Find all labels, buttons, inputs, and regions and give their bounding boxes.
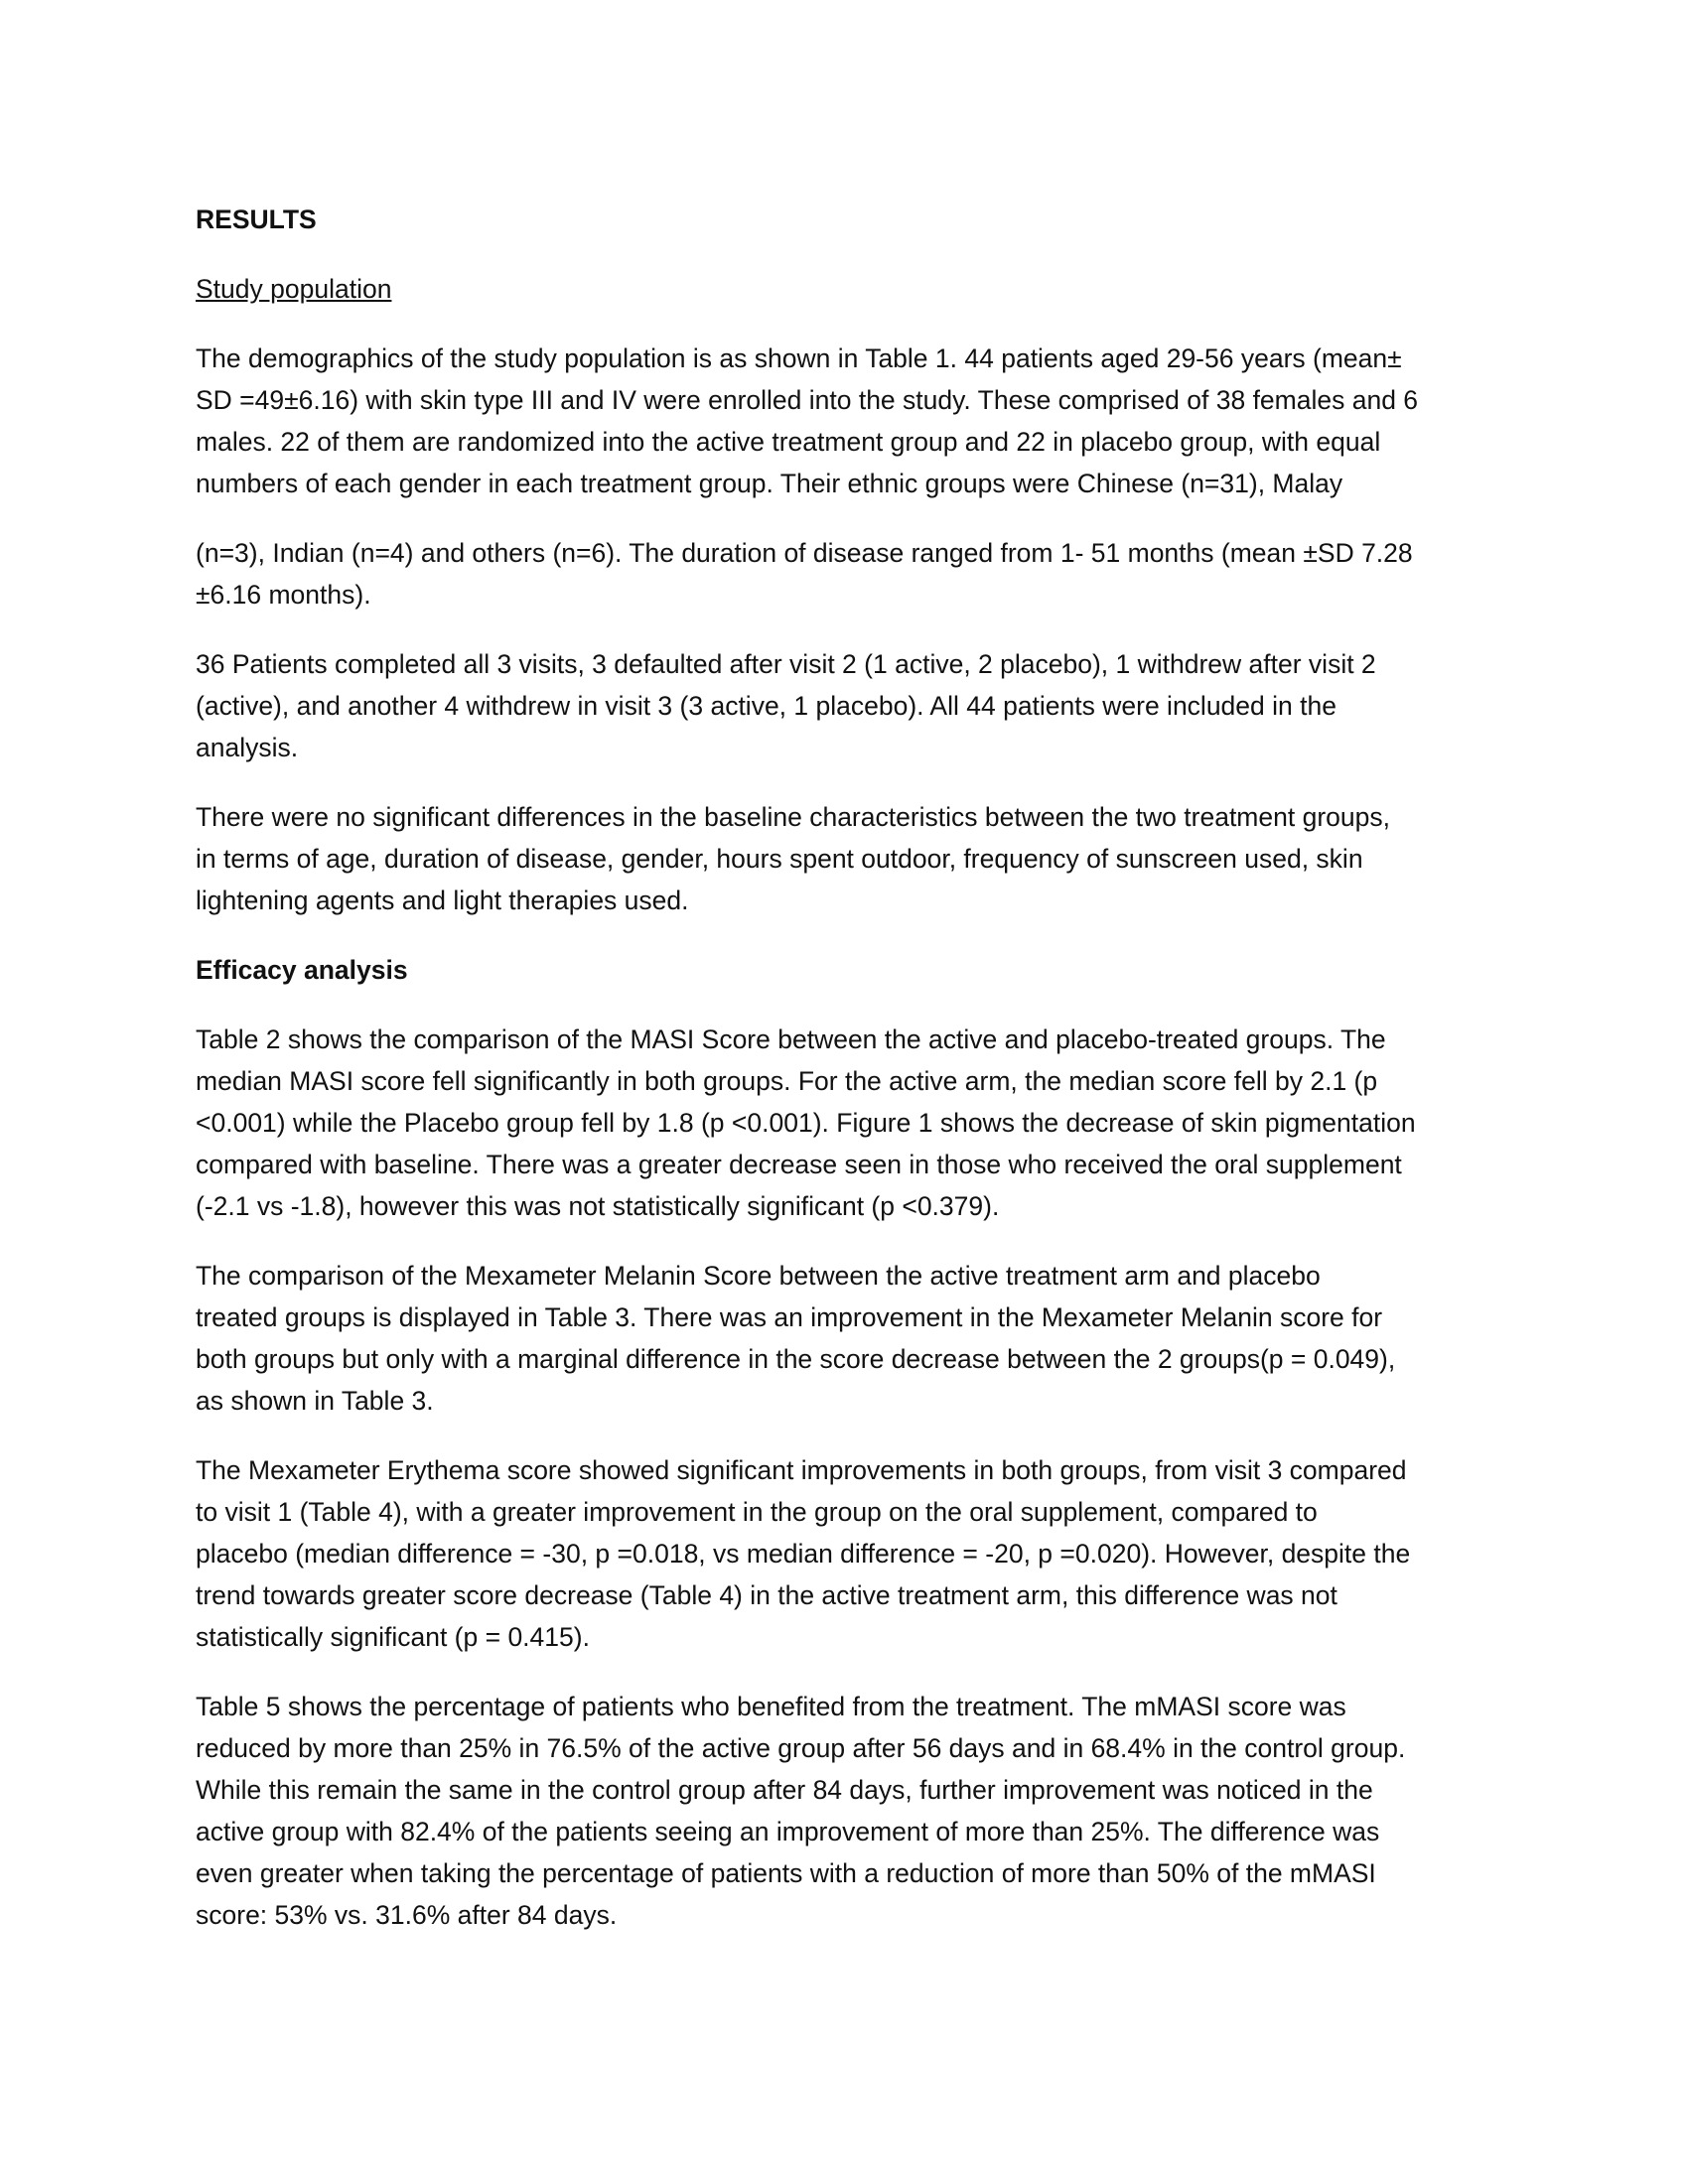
document-page (196, 199, 1496, 1964)
text-line: score: 53% vs. 31.6% after 84 days. (196, 1900, 618, 1930)
paragraph-benefit (196, 1686, 1496, 1936)
text-line: <0.001) while the Placebo group fell by 1.8 (p <0.001). Figure 1 shows the decrease of skin pigmentation (196, 1108, 1416, 1138)
text-line: (active), and another 4 withdrew in visit 3 (3 active, 1 placebo). All 44 patients were included in the (196, 691, 1336, 721)
text-line: in terms of age, duration of disease, gender, hours spent outdoor, frequency of sunscreen used, skin (196, 844, 1363, 874)
text-line: statistically significant (p = 0.415). (196, 1622, 590, 1652)
text-line: lightening agents and light therapies used. (196, 886, 689, 915)
paragraph-completion (196, 643, 1496, 768)
text-line: SD =49±6.16) with skin type III and IV were enrolled into the study. These comprised of 38 females and 6 (196, 385, 1419, 415)
text-line: trend towards greater score decrease (Table 4) in the active treatment arm, this difference was not (196, 1580, 1337, 1610)
text-line: There were no significant differences in the baseline characteristics between the two treatment groups, (196, 802, 1390, 832)
paragraph-baseline (196, 796, 1496, 921)
text-line: placebo (median difference = -30, p =0.018, vs median difference = -20, p =0.020). However, despite the (196, 1539, 1411, 1569)
paragraph-melanin (196, 1255, 1496, 1422)
text-line: compared with baseline. There was a greater decrease seen in those who received the oral supplement (196, 1150, 1402, 1179)
text-line: The demographics of the study population is as shown in Table 1. 44 patients aged 29-56 years (mean± (196, 343, 1402, 373)
text-line: (n=3), Indian (n=4) and others (n=6). The duration of disease ranged from 1- 51 months (mean ±SD 7.28 (196, 538, 1413, 568)
text-line: Table 5 shows the percentage of patients who benefited from the treatment. The mMASI score was (196, 1692, 1346, 1721)
text-line: median MASI score fell significantly in both groups. For the active arm, the median score fell by 2.1 (p (196, 1066, 1378, 1096)
text-line: numbers of each gender in each treatment group. Their ethnic groups were Chinese (n=31), Malay (196, 469, 1343, 498)
text-line: both groups but only with a marginal difference in the score decrease between the 2 groups(p = 0.049), (196, 1344, 1396, 1374)
paragraph-erythema (196, 1449, 1496, 1658)
text-line: reduced by more than 25% in 76.5% of the active group after 56 days and in 68.4% in the control group. (196, 1733, 1406, 1763)
text-line: Table 2 shows the comparison of the MASI Score between the active and placebo-treated groups. The (196, 1024, 1386, 1054)
section-title: RESULTS (196, 205, 317, 234)
text-line: While this remain the same in the control group after 84 days, further improvement was noticed in the (196, 1775, 1373, 1805)
text-line: males. 22 of them are randomized into the active treatment group and 22 in placebo group, with equal (196, 427, 1381, 457)
text-line: treated groups is displayed in Table 3. There was an improvement in the Mexameter Melanin score for (196, 1302, 1383, 1332)
text-line: to visit 1 (Table 4), with a greater improvement in the group on the oral supplement, compared to (196, 1497, 1318, 1527)
paragraph-masi (196, 1019, 1496, 1227)
paragraph-demographics (196, 338, 1496, 504)
text-line: active group with 82.4% of the patients seeing an improvement of more than 25%. The difference was (196, 1817, 1380, 1846)
subsection-heading-study-population: Study population (196, 274, 392, 304)
text-line: ±6.16 months). (196, 580, 371, 610)
text-line: as shown in Table 3. (196, 1386, 434, 1416)
text-line: even greater when taking the percentage of patients with a reduction of more than 50% of the mMASI (196, 1858, 1376, 1888)
text-line: (-2.1 vs -1.8), however this was not statistically significant (p <0.379). (196, 1191, 1000, 1221)
text-line: The Mexameter Erythema score showed significant improvements in both groups, from visit 3 compared (196, 1455, 1407, 1485)
text-line: The comparison of the Mexameter Melanin Score between the active treatment arm and placebo (196, 1261, 1321, 1291)
subsection-heading-efficacy-analysis: Efficacy analysis (196, 955, 408, 985)
paragraph-ethnic-duration (196, 532, 1496, 615)
text-line: 36 Patients completed all 3 visits, 3 defaulted after visit 2 (1 active, 2 placebo), 1 withdrew after visit 2 (196, 649, 1376, 679)
text-line: analysis. (196, 733, 299, 762)
